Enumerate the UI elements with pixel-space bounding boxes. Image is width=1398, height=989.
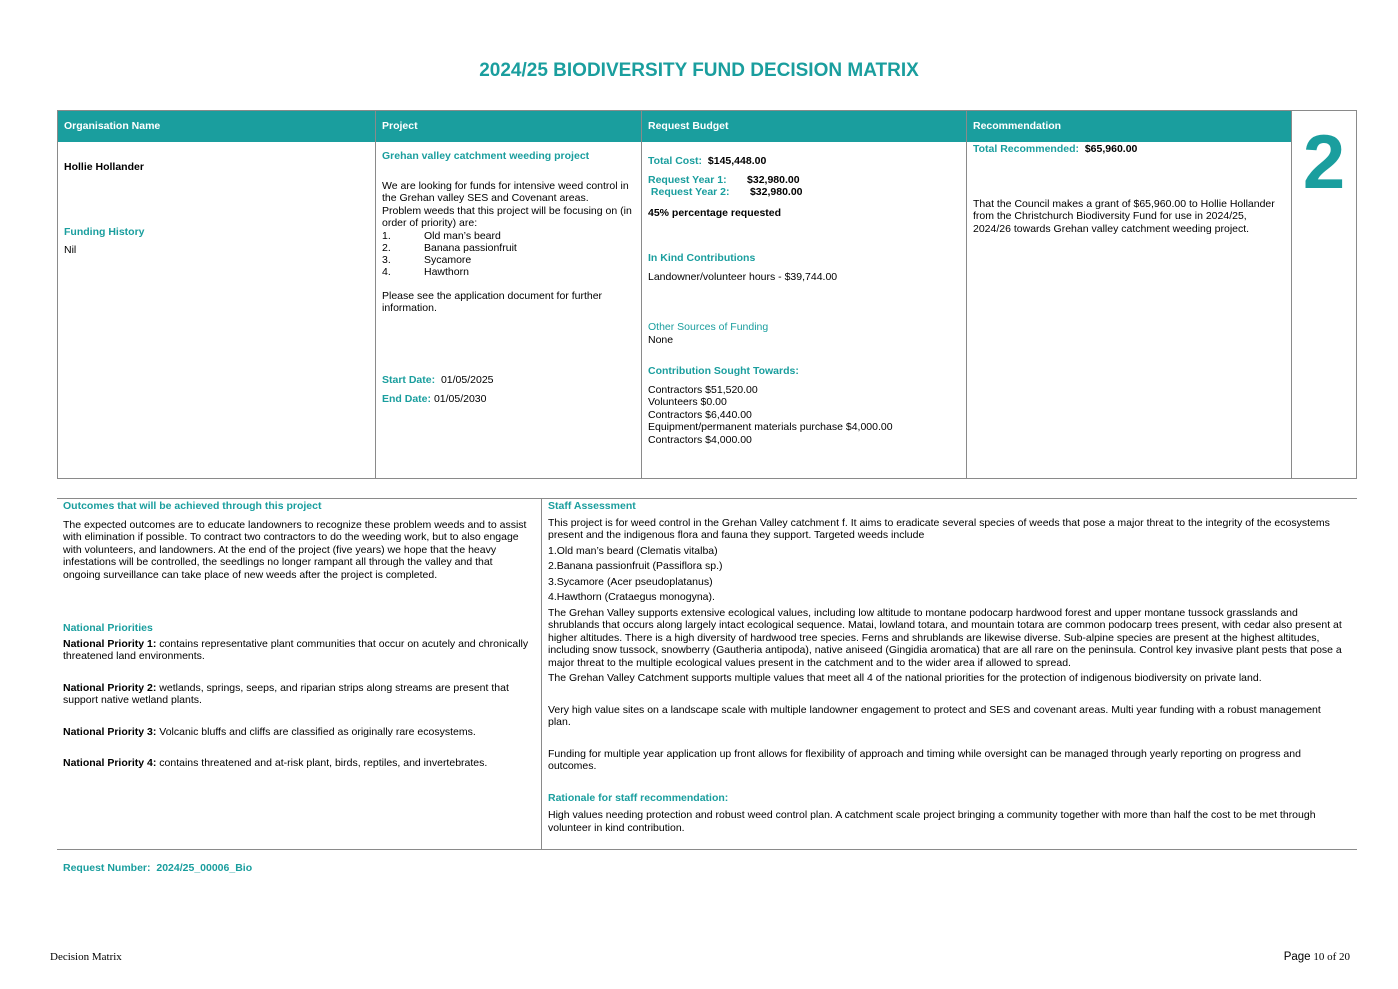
in-kind-label: In Kind Contributions [648, 252, 756, 264]
list-item: 2.Banana passionfruit (Passiflora sp.) [548, 560, 723, 572]
list-number: 3. [382, 253, 391, 266]
list-item: Contractors $51,520.00 [648, 383, 758, 396]
organisation-column [64, 161, 364, 257]
text-line: threatened land environments. [63, 650, 205, 662]
contribution-sought-label: Contribution Sought Towards: [648, 365, 799, 377]
text-line: The Grehan Valley supports extensive ecological values, including low altitude to montane podocarp hardwood forest and upper montane tussock grasslands and [548, 606, 1298, 619]
weed-list [382, 230, 640, 278]
priority-text: contains threatened and at-risk plant, birds, reptiles, and invertebrates. [156, 757, 488, 769]
text-line: Please see the application document for further [382, 289, 603, 302]
text-line: order of priority) are: [382, 217, 478, 229]
total-recommended-label: Total Recommended: [973, 143, 1079, 155]
text-line: higher altitudes. There is a high diversity of hardwood tree species. Ferns and shrublands are likewise diverse. Sub-alpine species are present at the highest altitudes, [548, 631, 1320, 644]
list-item: 3.Sycamore (Acer pseudoplatanus) [548, 575, 713, 588]
text-line: including snow tussock, snowberry (Gautheria antipoda), native aniseed (Gingidia aromatica) that are all rare on the peninsula. Control key invasive plant pests that pose a [548, 644, 1342, 656]
list-item: Contractors $4,000.00 [648, 433, 752, 446]
request-year-2 [648, 186, 964, 199]
project-description [382, 180, 640, 230]
header-organisation: Organisation Name [58, 111, 376, 142]
total-recommended-value: $65,960.00 [1084, 143, 1138, 155]
text-line: shrublands that occurs along largely intact ecological sequence. Matai, lowland totara, and mountain totara are common podocarp trees present, with cedar also present at [548, 619, 1342, 631]
priority-label: National Priority 4: [63, 757, 157, 769]
page-number [1284, 951, 1350, 964]
list-number: 4. [382, 265, 391, 278]
text-line: infestations will be controlled, the seedlings no longer rampant all through the valley and that [63, 556, 493, 568]
text-line: ongoing surveillance can take place of new weeds after the project is completed. [63, 568, 438, 581]
start-date-label: Start Date: [382, 373, 436, 386]
total-cost-value: $145,448.00 [707, 155, 767, 167]
year1-value: $32,980.00 [747, 173, 800, 186]
project-column [382, 150, 640, 406]
text-line [63, 682, 537, 695]
national-priorities-label: National Priorities [63, 622, 153, 634]
column-divider [375, 111, 376, 478]
text-line: volunteer in kind contribution. [548, 821, 685, 834]
staff-values [548, 607, 1354, 670]
project-see-note [382, 290, 640, 315]
text-line: with elimination if possible. To contract two contractors to do the weeding work, but to also engage [63, 531, 519, 543]
recommendation-text [973, 198, 1289, 236]
year2-value: $32,980.00 [749, 186, 803, 198]
staff-funding [548, 748, 1354, 773]
list-item: Contractors $6,440.00 [648, 408, 752, 421]
text-line: That the Council makes a grant of $65,960.00 to Hollie Hollander [973, 197, 1275, 210]
total-recommended [973, 143, 1289, 156]
text-line: information. [382, 302, 437, 314]
page-count: 10 of 20 [1313, 951, 1350, 963]
budget-column [648, 155, 964, 446]
outcomes-column [63, 500, 537, 770]
text-line: outcomes. [548, 760, 597, 772]
list-text: Hawthorn [424, 265, 469, 278]
priority-label: National Priority 1: [63, 637, 157, 650]
text-line: Very high value sites on a landscape scale with multiple landowner engagement to protect and SES and covenant areas. Multi year funding with a robust management [548, 703, 1321, 716]
text-line: the Grehan valley SES and Covenant areas. [382, 192, 589, 204]
request-year-1 [648, 174, 964, 187]
text-line: plan. [548, 716, 571, 728]
other-funding-label: Other Sources of Funding [648, 321, 769, 333]
list-item: Equipment/permanent materials purchase $4,000.00 [648, 421, 893, 433]
national-priority-1 [63, 638, 537, 663]
assessment-block [57, 498, 1357, 850]
priority-label: National Priority 3: [63, 725, 157, 738]
list-item: 1.Old man’s beard (Clematis vitalba) [548, 544, 718, 557]
text-line [63, 757, 537, 770]
list-item [382, 266, 640, 278]
priority-text: contains representative plant communities that occur on acutely and chronically [156, 637, 529, 650]
outcomes-label: Outcomes that will be achieved through this project [63, 500, 322, 512]
contribution-list [648, 384, 964, 447]
year1-label: Request Year 1: [648, 173, 727, 186]
rationale-text [548, 809, 1354, 834]
priority-text: Volcanic bluffs and cliffs are classified as originally rare ecosystems. [156, 725, 476, 738]
list-item: Volunteers $0.00 [648, 396, 727, 408]
priority-label: National Priority 2: [63, 681, 157, 694]
header-budget: Request Budget [642, 111, 967, 142]
list-number: 1. [382, 229, 391, 242]
recommendation-column [973, 143, 1289, 235]
text-line: 2024/26 towards Grehan valley catchment weeding project. [973, 222, 1250, 235]
priority-text: wetlands, springs, seeps, and riparian strips along streams are present that [156, 681, 509, 694]
list-item [382, 254, 640, 266]
column-divider [641, 111, 642, 478]
text-line: The expected outcomes are to educate landowners to recognize these problem weeds and to assist [63, 518, 527, 531]
list-item [382, 242, 640, 254]
text-line: Problem weeds that this project will be focusing on (in [382, 204, 632, 217]
column-divider [541, 499, 542, 849]
rationale-label: Rationale for staff recommendation: [548, 791, 729, 804]
text-line [63, 638, 537, 651]
page-word: Page [1283, 951, 1311, 963]
project-name: Grehan valley catchment weeding project [382, 150, 590, 162]
national-priority-3 [63, 726, 537, 739]
request-number [63, 862, 252, 875]
staff-assessment-label: Staff Assessment [548, 500, 636, 512]
total-cost [648, 155, 964, 168]
text-line: High values needing protection and robust weed control plan. A catchment scale project bringing a community together with more than half the cost to be met through [548, 809, 1316, 821]
other-funding-value: None [648, 333, 674, 346]
text-line: We are looking for funds for intensive weed control in [382, 179, 629, 192]
text-line: with volunteers, and landowners. At the end of the project (five years) we hope that the heavy [63, 543, 497, 556]
funding-history-value: Nil [64, 244, 77, 256]
staff-weed-list [548, 545, 1354, 604]
end-date-label: End Date: [382, 393, 432, 405]
organisation-name: Hollie Hollander [64, 161, 144, 173]
national-priority-4 [63, 757, 537, 770]
outcomes-text [63, 519, 537, 582]
text-line: Funding for multiple year application up front allows for flexibility of approach and timing while oversight can be managed through yearly reporting on progress and [548, 747, 1301, 760]
text-line: present and the indigenous flora and fauna they support. Targeted weeds include [548, 529, 925, 541]
start-date [382, 374, 640, 387]
list-text: Old man’s beard [424, 229, 501, 242]
list-number: 2. [382, 241, 391, 254]
list-text: Banana passionfruit [424, 241, 517, 254]
column-divider [966, 111, 967, 478]
text-line: support native wetland plants. [63, 694, 202, 706]
staff-high-value [548, 704, 1354, 729]
staff-assessment-column [548, 500, 1354, 834]
start-date-value: 01/05/2025 [440, 373, 494, 386]
text-line: major threat to the multiple ecological values present in the catchment and to the wider area if allowed to spread. [548, 656, 1071, 669]
text-line: from the Christchurch Biodiversity Fund for use in 2024/25, [973, 210, 1247, 222]
page-title: 2024/25 BIODIVERSITY FUND DECISION MATRIX [479, 60, 919, 81]
staff-intro [548, 517, 1354, 542]
text-line [63, 726, 537, 739]
matrix-number: 2 [1302, 120, 1346, 205]
list-text: Sycamore [424, 253, 472, 266]
request-number-value: 2024/25_00006_Bio [156, 862, 253, 874]
list-item: 4.Hawthorn (Crataegus monogyna). [548, 591, 715, 603]
in-kind-value: Landowner/volunteer hours - $39,744.00 [648, 270, 838, 283]
decision-table [57, 110, 1357, 479]
funding-history-label: Funding History [64, 225, 145, 238]
end-date [382, 393, 640, 406]
header-recommendation: Recommendation [967, 111, 1292, 142]
request-number-label: Request Number: [63, 862, 151, 874]
header-project: Project [376, 111, 642, 142]
list-item [382, 230, 640, 242]
staff-supports: The Grehan Valley Catchment supports multiple values that meet all 4 of the national priorities for the protection of indigenous biodiversity on private land. [548, 672, 1262, 684]
total-cost-label: Total Cost: [648, 155, 703, 167]
footer-title: Decision Matrix [50, 951, 122, 963]
text-line: This project is for weed control in the Grehan Valley catchment f. It aims to eradicate several species of weeds that pose a major threat to the integrity of the ecosystems [548, 516, 1330, 529]
year2-label: Request Year 2: [650, 186, 730, 198]
end-date-value: 01/05/2030 [433, 393, 487, 405]
percentage-requested: 45% percentage requested [648, 206, 782, 219]
national-priority-2 [63, 682, 537, 707]
